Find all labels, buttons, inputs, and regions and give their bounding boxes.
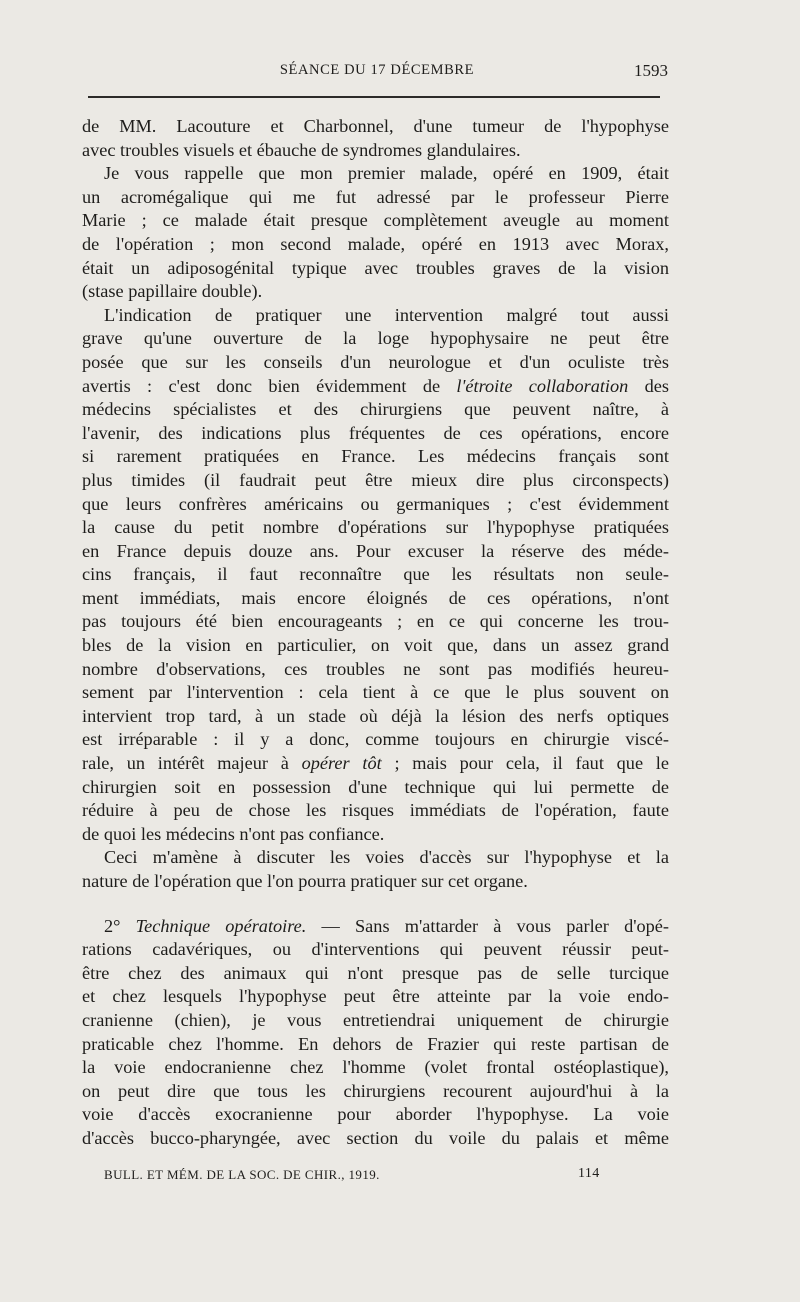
body-text: [82, 115, 669, 1151]
page-footer: [104, 1167, 604, 1187]
text-run: ; mais pour cela, il faut que le: [381, 753, 669, 774]
paragraph: [82, 304, 669, 847]
section-number: 2°: [104, 915, 121, 936]
paragraph: [82, 846, 669, 893]
text-line: était un adiposogénital typique avec troubles graves de la vision: [82, 257, 669, 278]
text-line: intervient trop tard, à un stade où déjà la lésion des nerfs optiques: [82, 705, 669, 726]
text-line: de MM. Lacouture et Charbonnel, d'une tumeur de l'hypophyse: [82, 116, 669, 136]
text-line: avec troubles visuels et ébauche de syndromes glandulaires.: [82, 139, 521, 160]
text-line: posée que sur les conseils d'un neurologue et d'un oculiste très: [82, 351, 669, 372]
text-line: la voie endocranienne chez l'homme (volet frontal ostéoplastique),: [82, 1057, 669, 1078]
text-line: cins français, il faut reconnaître que les résultats non seule-: [82, 564, 669, 585]
text-line: Ceci m'amène à discuter les voies d'accès sur l'hypophyse et la: [104, 847, 669, 868]
text-run: des: [628, 375, 669, 396]
text-line: voie d'accès exocranienne pour aborder l'hypophyse. La voie: [82, 1104, 669, 1125]
text-line: l'avenir, des indications plus fréquentes de ces opérations, encore: [82, 422, 669, 443]
section-title: Technique opératoire.: [135, 915, 307, 936]
text-line: grave qu'une ouverture de la loge hypophysaire ne peut être: [82, 328, 669, 349]
text-line: praticable chez l'homme. En dehors de Frazier qui reste partisan de: [82, 1033, 669, 1054]
text-line: cranienne (chien), je vous entretiendrai uniquement de chirurgie: [82, 1009, 669, 1030]
text-line: ment immédiats, mais encore éloignés de ces opérations, n'ont: [82, 587, 669, 608]
paragraph: [82, 915, 669, 1151]
text-line: pas toujours été bien encourageants ; en ce qui concerne les trou-: [82, 611, 669, 632]
text-line: chirurgien soit en possession d'une technique qui lui permette de: [82, 776, 669, 797]
signature-mark: 114: [578, 1166, 600, 1181]
paragraph: [82, 162, 669, 304]
text-line: en France depuis douze ans. Pour excuser la réserve des méde-: [82, 540, 669, 561]
text-line: d'accès bucco-pharyngée, avec section du voile du palais et même: [82, 1127, 669, 1148]
text-line: bles de la vision en particulier, on voit que, dans un assez grand: [82, 635, 669, 656]
text-line: nature de l'opération que l'on pourra pratiquer sur cet organe.: [82, 871, 528, 891]
text-line: Marie ; ce malade était presque complètement aveugle au moment: [82, 210, 669, 231]
text-line: on peut dire que tous les chirurgiens recourent aujourd'hui à la: [82, 1080, 669, 1101]
text-line: L'indication de pratiquer une intervention malgré tout aussi: [104, 304, 669, 325]
text-line: et chez lesquels l'hypophyse peut être atteinte par la voie endo-: [82, 986, 669, 1007]
page-number: 1593: [634, 61, 668, 80]
section-gap: [82, 894, 669, 915]
text-line: médecins spécialistes et des chirurgiens que peuvent naître, à: [82, 399, 669, 420]
text-line: Je vous rappelle que mon premier malade, opéré en 1909, était: [104, 163, 669, 184]
section-heading-line: [82, 915, 669, 939]
text-line: de l'opération ; mon second malade, opéré en 1913 avec Morax,: [82, 233, 669, 254]
text-line: est irréparable : il y a donc, comme toujours en chirurgie viscé-: [82, 729, 669, 750]
running-head: [84, 62, 670, 84]
text-run: rale, un intérêt majeur à: [82, 753, 302, 774]
text-run: avertis : c'est donc bien évidemment de: [82, 375, 457, 396]
header-rule: [88, 96, 660, 98]
text-line: sement par l'intervention : cela tient à ce que le plus souvent on: [82, 682, 669, 703]
paragraph: [82, 115, 669, 162]
italic-phrase: opérer tôt: [301, 753, 382, 774]
running-title: SÉANCE DU 17 DÉCEMBRE: [279, 62, 475, 78]
text-line-with-italic: [82, 752, 669, 776]
text-line: nombre d'observations, ces troubles ne sont pas modifiés heureu-: [82, 658, 669, 679]
text-line: un acromégalique qui me fut adressé par le professeur Pierre: [82, 186, 669, 207]
text-line: plus timides (il faudrait peut être mieux dire plus circonspects): [82, 469, 669, 490]
text-line: (stase papillaire double).: [82, 281, 263, 302]
text-line: si rarement pratiquées en France. Les médecins français sont: [82, 446, 669, 467]
text-line: de quoi les médecins n'ont pas confiance.: [82, 823, 385, 844]
text-line: réduire à peu de chose les risques immédiats de l'opération, faute: [82, 800, 669, 821]
text-run: — Sans m'attarder à vous parler d'opé-: [306, 915, 669, 936]
text-line: être chez des animaux qui n'ont presque pas de selle turcique: [82, 962, 669, 983]
text-line: la cause du petit nombre d'opérations sur l'hypophyse pratiquées: [82, 517, 669, 538]
italic-phrase: l'étroite collaboration: [456, 375, 629, 396]
text-line-with-italic: [82, 375, 669, 399]
text-line: que leurs confrères américains ou germaniques ; c'est évidemment: [82, 493, 669, 514]
journal-reference: BULL. ET MÉM. DE LA SOC. DE CHIR., 1919.: [104, 1167, 380, 1182]
text-line: rations cadavériques, ou d'interventions qui peuvent réussir peut-: [82, 939, 669, 960]
